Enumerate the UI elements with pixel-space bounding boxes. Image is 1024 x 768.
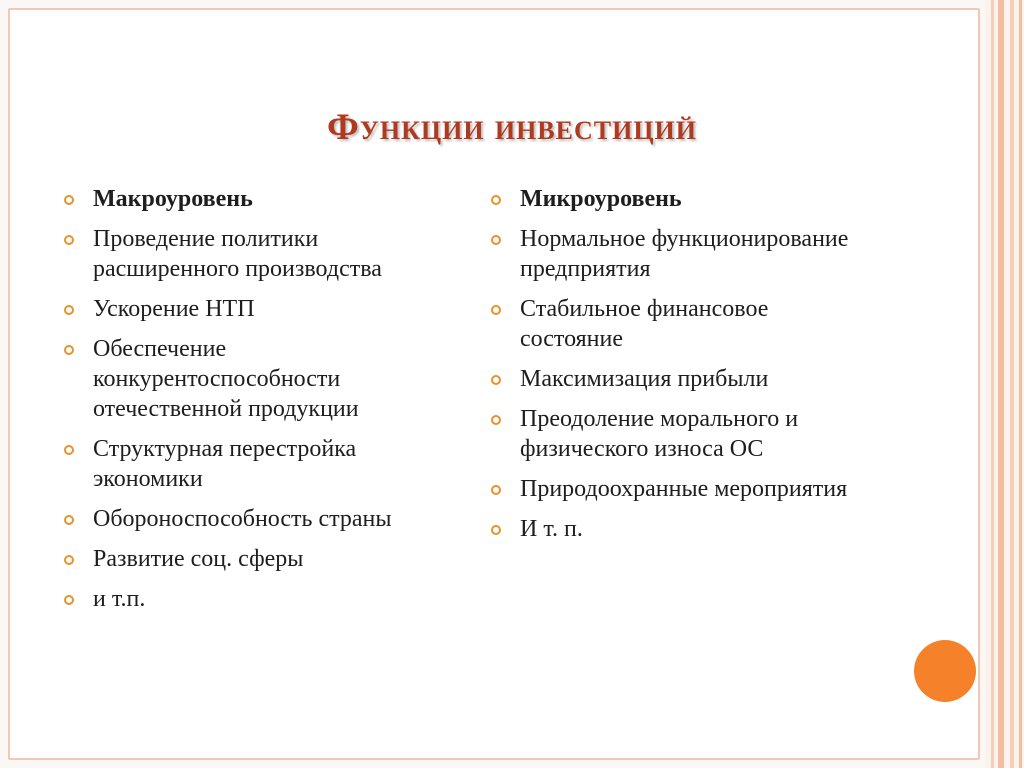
list-item: [487, 184, 867, 214]
list-item: [487, 224, 867, 284]
bullet-ring-icon: [491, 305, 501, 315]
list-item: [487, 514, 867, 544]
bullet-ring-icon: [491, 375, 501, 385]
list-item: [60, 544, 440, 574]
list-item-text: Ускорение НТП: [93, 296, 255, 322]
bullet-ring-icon: [64, 345, 74, 355]
orange-circle-decoration: [914, 640, 976, 702]
list-item-text: Макроуровень: [93, 186, 253, 212]
bullet-ring-icon: [64, 555, 74, 565]
bullet-ring-icon: [491, 485, 501, 495]
list-item-text: Природоохранные мероприятия: [520, 476, 848, 502]
list-item-text: Максимизация прибыли: [520, 366, 769, 392]
list-item: [60, 334, 440, 424]
list-item: [60, 184, 440, 214]
left-column: [60, 184, 440, 624]
list-item-text: Преодоление морального и физического износа ОС: [520, 406, 799, 462]
bullet-ring-icon: [491, 415, 501, 425]
list-item: [60, 504, 440, 534]
list-item: [487, 474, 867, 504]
list-item: [487, 404, 867, 464]
list-item-text: Обороноспособность страны: [93, 506, 392, 532]
bullet-ring-icon: [64, 195, 74, 205]
list-item: [60, 434, 440, 494]
bullet-ring-icon: [64, 235, 74, 245]
bullet-ring-icon: [491, 235, 501, 245]
list-item-text: и т.п.: [93, 586, 146, 612]
list-item: [60, 584, 440, 614]
list-item: [60, 294, 440, 324]
list-item-text: Нормальное функционирование предприятия: [520, 226, 849, 282]
bullet-ring-icon: [491, 195, 501, 205]
list-item-text: И т. п.: [520, 516, 583, 542]
bullet-ring-icon: [64, 305, 74, 315]
bullet-ring-icon: [64, 445, 74, 455]
bullet-ring-icon: [491, 525, 501, 535]
list-item-text: Проведение политики расширенного производства: [93, 226, 382, 282]
list-item-text: Развитие соц. сферы: [93, 546, 304, 572]
slide-title: Функции инвестиций: [326, 107, 697, 148]
list-item-text: Обеспечение конкурентоспособности отечественной продукции: [93, 336, 359, 422]
list-item: [487, 294, 867, 354]
list-item: [487, 364, 867, 394]
list-item-text: Стабильное финансовое состояние: [520, 296, 769, 352]
right-column: [487, 184, 867, 554]
bullet-ring-icon: [64, 595, 74, 605]
list-item: [60, 224, 440, 284]
list-item-text: Микроуровень: [520, 186, 682, 212]
bullet-ring-icon: [64, 515, 74, 525]
list-item-text: Структурная перестройка экономики: [93, 436, 357, 492]
